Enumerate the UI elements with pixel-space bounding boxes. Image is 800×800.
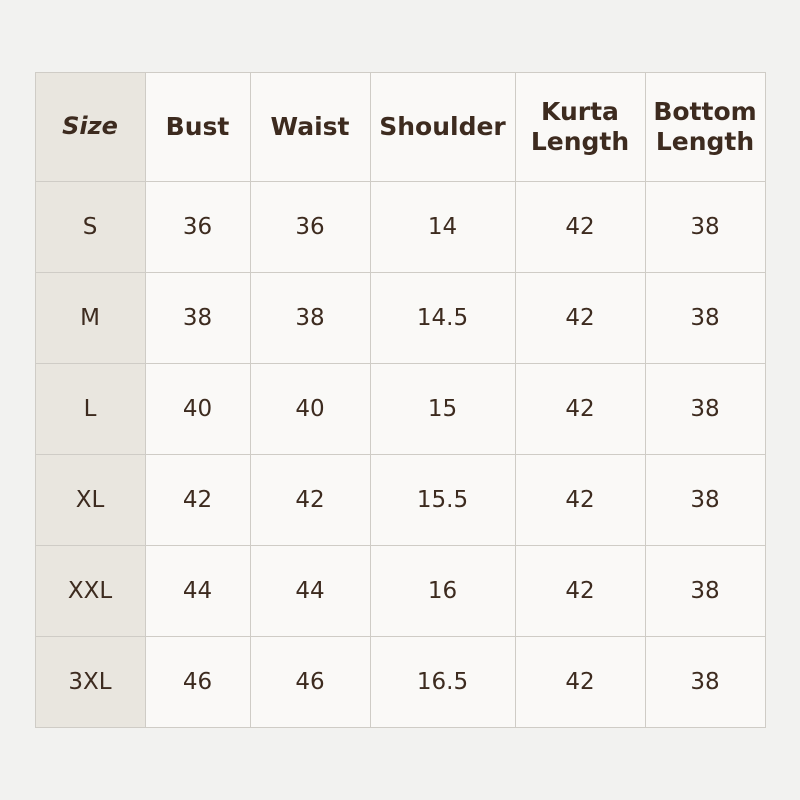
table-row (35, 637, 765, 728)
cell-bottom-length: 38 (645, 546, 765, 637)
cell-bust: 38 (145, 273, 250, 364)
column-header-kurta-length: Kurta Length (515, 73, 645, 182)
cell-kurta-length: 42 (515, 364, 645, 455)
cell-kurta-length: 42 (515, 637, 645, 728)
cell-bust: 36 (145, 182, 250, 273)
cell-bottom-length: 38 (645, 455, 765, 546)
cell-bottom-length: 38 (645, 364, 765, 455)
table-row (35, 364, 765, 455)
cell-shoulder: 16.5 (370, 637, 515, 728)
cell-shoulder: 14.5 (370, 273, 515, 364)
cell-bust: 44 (145, 546, 250, 637)
cell-size: S (35, 182, 145, 273)
cell-kurta-length: 42 (515, 546, 645, 637)
table-row (35, 455, 765, 546)
table-row (35, 546, 765, 637)
cell-shoulder: 15 (370, 364, 515, 455)
cell-waist: 36 (250, 182, 370, 273)
table-header (35, 73, 765, 182)
cell-bust: 46 (145, 637, 250, 728)
cell-bottom-length: 38 (645, 637, 765, 728)
cell-shoulder: 15.5 (370, 455, 515, 546)
column-header-waist: Waist (250, 73, 370, 182)
cell-bottom-length: 38 (645, 182, 765, 273)
size-chart-table (35, 72, 766, 728)
column-header-shoulder: Shoulder (370, 73, 515, 182)
table-header-row (35, 73, 765, 182)
table-row (35, 273, 765, 364)
cell-waist: 40 (250, 364, 370, 455)
cell-bottom-length: 38 (645, 273, 765, 364)
table-row (35, 182, 765, 273)
column-header-bottom-length: Bottom Length (645, 73, 765, 182)
cell-shoulder: 14 (370, 182, 515, 273)
cell-bust: 42 (145, 455, 250, 546)
column-header-size: Size (35, 73, 145, 182)
cell-kurta-length: 42 (515, 273, 645, 364)
cell-kurta-length: 42 (515, 182, 645, 273)
table-body (35, 182, 765, 728)
cell-kurta-length: 42 (515, 455, 645, 546)
cell-size: L (35, 364, 145, 455)
cell-waist: 38 (250, 273, 370, 364)
cell-size: M (35, 273, 145, 364)
cell-size: 3XL (35, 637, 145, 728)
cell-size: XXL (35, 546, 145, 637)
cell-size: XL (35, 455, 145, 546)
column-header-bust: Bust (145, 73, 250, 182)
cell-waist: 46 (250, 637, 370, 728)
cell-waist: 44 (250, 546, 370, 637)
cell-waist: 42 (250, 455, 370, 546)
cell-shoulder: 16 (370, 546, 515, 637)
cell-bust: 40 (145, 364, 250, 455)
